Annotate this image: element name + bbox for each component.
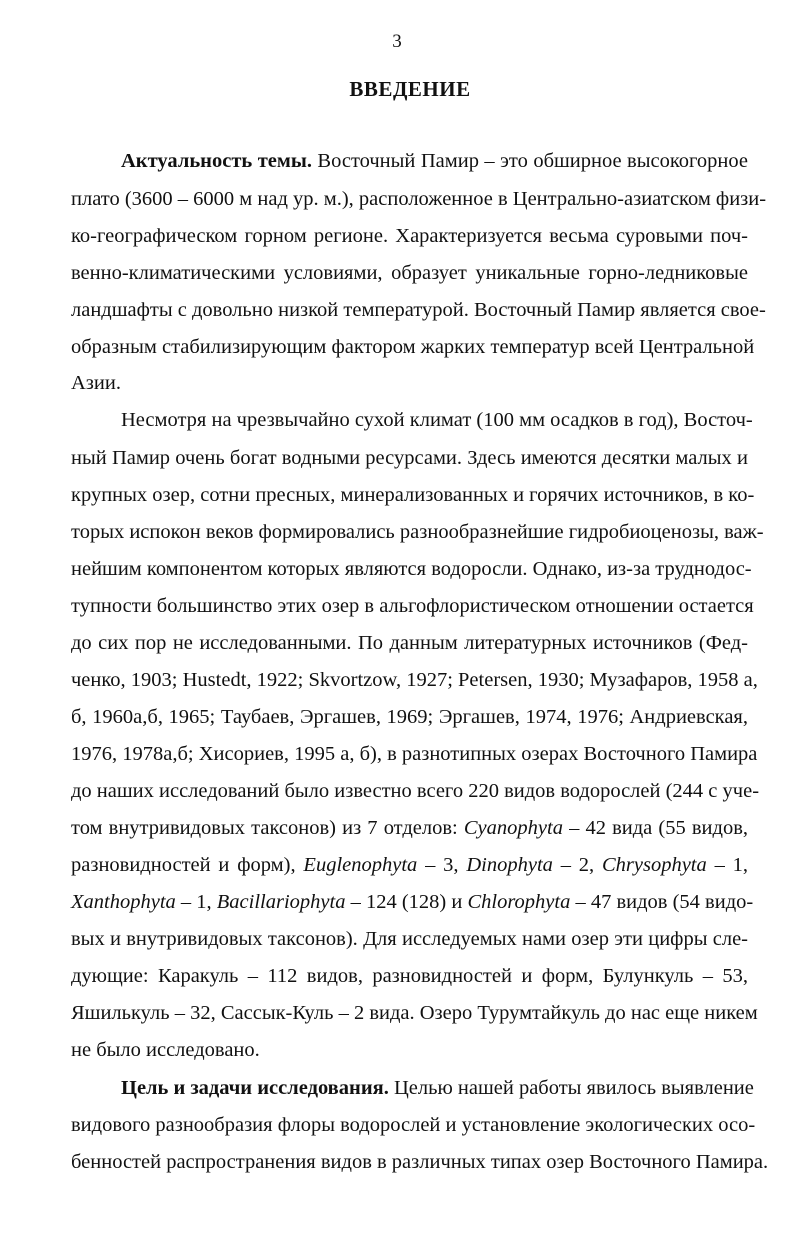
paragraph-line	[71, 850, 748, 880]
paragraph-line: 1976, 1978а,б; Хисориев, 1995 а, б), в разнотипных озерах Восточного Памира	[71, 743, 758, 765]
section-heading: Цель и задачи исследования.	[121, 1077, 389, 1099]
taxon-name: Chrysophyta	[601, 854, 707, 876]
paragraph-line	[121, 1073, 754, 1103]
paragraph-line: нейшим компонентом которых являются водоросли. Однако, из-за труднодос-	[71, 558, 752, 580]
paragraph-line: ландшафты с довольно низкой температурой. Восточный Памир является свое-	[71, 299, 766, 321]
paragraph-line: бенностей распространения видов в различных типах озер Восточного Памира.	[71, 1151, 769, 1173]
text-span: – 42 вида (55 видов,	[562, 817, 748, 839]
taxon-name: Cyanophyta	[463, 817, 563, 839]
paragraph-line: Азии.	[71, 372, 121, 394]
text-span: – 3,	[417, 854, 467, 876]
text-span: разновидностей и форм),	[71, 854, 304, 876]
text-span: том внутривидовых таксонов) из 7 отделов:	[71, 817, 464, 839]
paragraph-line: торых испокон веков формировались разнообразнейшие гидробиоценозы, важ-	[71, 521, 764, 543]
paragraph-line: плато (3600 – 6000 м над ур. м.), расположенное в Центрально-азиатском физи-	[71, 188, 767, 210]
taxon-name: Chlorophyta	[467, 891, 571, 913]
paragraph-line: Несмотря на чрезвычайно сухой климат (100 мм осадков в год), Восточ-	[121, 409, 753, 431]
taxon-name: Dinophyta	[466, 854, 553, 876]
paragraph-line: ный Памир очень богат водными ресурсами. Здесь имеются десятки малых и	[71, 447, 748, 469]
paragraph-line: венно-климатическими условиями, образует уникальные горно-ледниковые	[71, 262, 748, 284]
paragraph-line: до наших исследований было известно всего 220 видов водорослей (244 с уче-	[71, 780, 760, 802]
paragraph-line: б, 1960а,б, 1965; Таубаев, Эргашев, 1969; Эргашев, 1974, 1976; Андриевская,	[71, 706, 748, 728]
taxon-name: Bacillariophyta	[216, 891, 346, 913]
text-span: – 47 видов (54 видо-	[570, 891, 754, 913]
paragraph-line	[71, 887, 754, 917]
paragraph-line: до сих пор не исследованными. По данным литературных источников (Фед-	[71, 632, 748, 654]
paragraph-line: дующие: Каракуль – 112 видов, разновидностей и форм, Булункуль – 53,	[71, 965, 748, 987]
page-number: 3	[392, 31, 402, 52]
paragraph-line: ко-географическом горном регионе. Характеризуется весьма суровыми поч-	[71, 225, 748, 247]
paragraph-line: крупных озер, сотни пресных, минерализованных и горячих источников, в ко-	[71, 484, 755, 506]
paragraph-line: видового разнообразия флоры водорослей и установление экологических осо-	[71, 1114, 756, 1136]
text-span: – 124 (128) и	[345, 891, 468, 913]
paragraph-line: не было исследовано.	[71, 1039, 260, 1061]
text-span: – 2,	[552, 854, 602, 876]
page-title: ВВЕДЕНИЕ	[349, 77, 471, 101]
section-heading: Актуальность темы.	[121, 150, 312, 172]
text-span: – 1,	[175, 891, 217, 913]
paragraph-line: Яшилькуль – 32, Сассык-Куль – 2 вида. Озеро Турумтайкуль до нас еще никем	[71, 1002, 758, 1024]
taxon-name: Xanthophyta	[71, 891, 176, 913]
text-span: Целью нашей работы явилось выявление	[388, 1077, 754, 1099]
paragraph-line: вых и внутривидовых таксонов). Для исследуемых нами озер эти цифры сле-	[71, 928, 748, 950]
paragraph-line: ченко, 1903; Hustedt, 1922; Skvortzow, 1927; Petersen, 1930; Музафаров, 1958 а,	[71, 669, 758, 691]
paragraph-line	[121, 146, 748, 176]
paragraph-line: тупности большинство этих озер в альгофлористическом отношении остается	[71, 595, 754, 617]
taxon-name: Euglenophyta	[303, 854, 418, 876]
paragraph-line	[71, 813, 748, 843]
text-span: – 1,	[706, 854, 748, 876]
paragraph-line: образным стабилизирующим фактором жарких температур всей Центральной	[71, 336, 755, 358]
text-span: Восточный Памир – это обширное высокогорное	[311, 150, 748, 172]
